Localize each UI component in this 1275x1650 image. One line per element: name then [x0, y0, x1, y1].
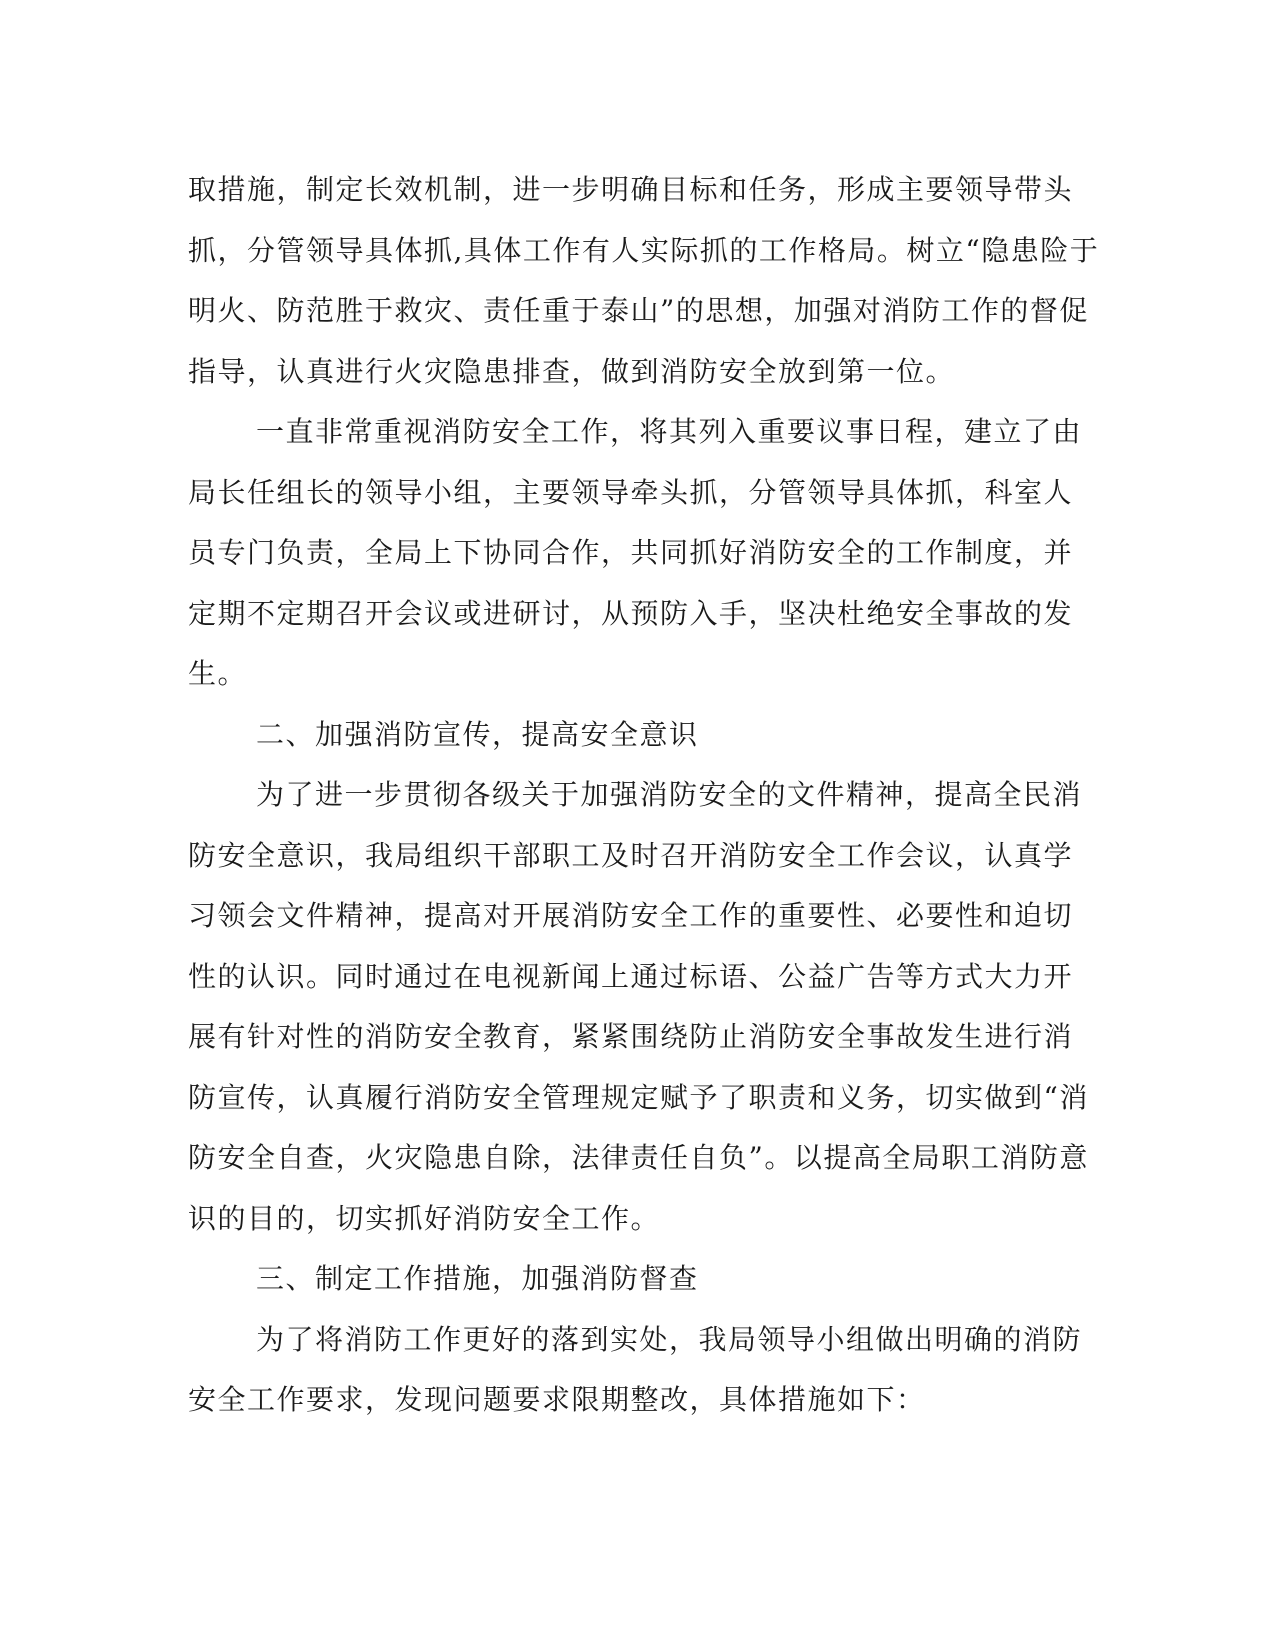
text-line: 展有针对性的消防安全教育，紧紧围绕防止消防安全事故发生进行消 — [188, 1020, 1074, 1053]
text-line: 明火、防范胜于救灾、责任重于泰山”的思想，加强对消防工作的督促 — [188, 294, 1089, 327]
text-line: 生。 — [188, 657, 248, 690]
text-line: 安全工作要求，发现问题要求限期整改，具体措施如下： — [188, 1383, 926, 1416]
text-line: 防宣传，认真履行消防安全管理规定赋予了职责和义务，切实做到“消 — [188, 1080, 1089, 1114]
text-line: 防安全自查，火灾隐患自除，法律责任自负”。以提高全局职工消防意 — [188, 1141, 1089, 1174]
text-line: 取措施，制定长效机制，进一步明确目标和任务，形成主要领导带头 — [188, 173, 1074, 206]
text-line: 指导，认真进行火灾隐患排查，做到消防安全放到第一位。 — [188, 354, 956, 388]
text-line: 局长任组长的领导小组，主要领导牵头抓，分管领导具体抓，科室人 — [188, 475, 1074, 509]
text-line: 定期不定期召开会议或进研讨，从预防入手，坚决杜绝安全事故的发 — [188, 596, 1074, 630]
paragraph-start-line: 一直非常重视消防安全工作，将其列入重要议事日程，建立了由 — [256, 415, 1083, 448]
paragraph-start-line: 为了将消防工作更好的落到实处，我局领导小组做出明确的消防 — [256, 1322, 1083, 1356]
paragraph-start-line: 为了进一步贯彻各级关于加强消防安全的文件精神，提高全民消 — [256, 778, 1083, 811]
section-heading: 三、制定工作措施，加强消防督查 — [256, 1262, 699, 1295]
text-line: 性的认识。同时通过在电视新闻上通过标语、公益广告等方式大力开 — [188, 959, 1074, 993]
section-heading: 二、加强消防宣传，提高安全意识 — [256, 717, 699, 751]
text-line: 抓，分管领导具体抓,具体工作有人实际抓的工作格局。树立“隐患险于 — [188, 233, 1100, 267]
text-line: 识的目的，切实抓好消防安全工作。 — [188, 1201, 661, 1235]
text-line: 习领会文件精神，提高对开展消防安全工作的重要性、必要性和迫切 — [188, 899, 1074, 932]
text-line: 员专门负责，全局上下协同合作，共同抓好消防安全的工作制度，并 — [188, 536, 1074, 569]
document-body — [188, 160, 1100, 1431]
text-line: 防安全意识，我局组织干部职工及时召开消防安全工作会议，认真学 — [188, 838, 1074, 872]
